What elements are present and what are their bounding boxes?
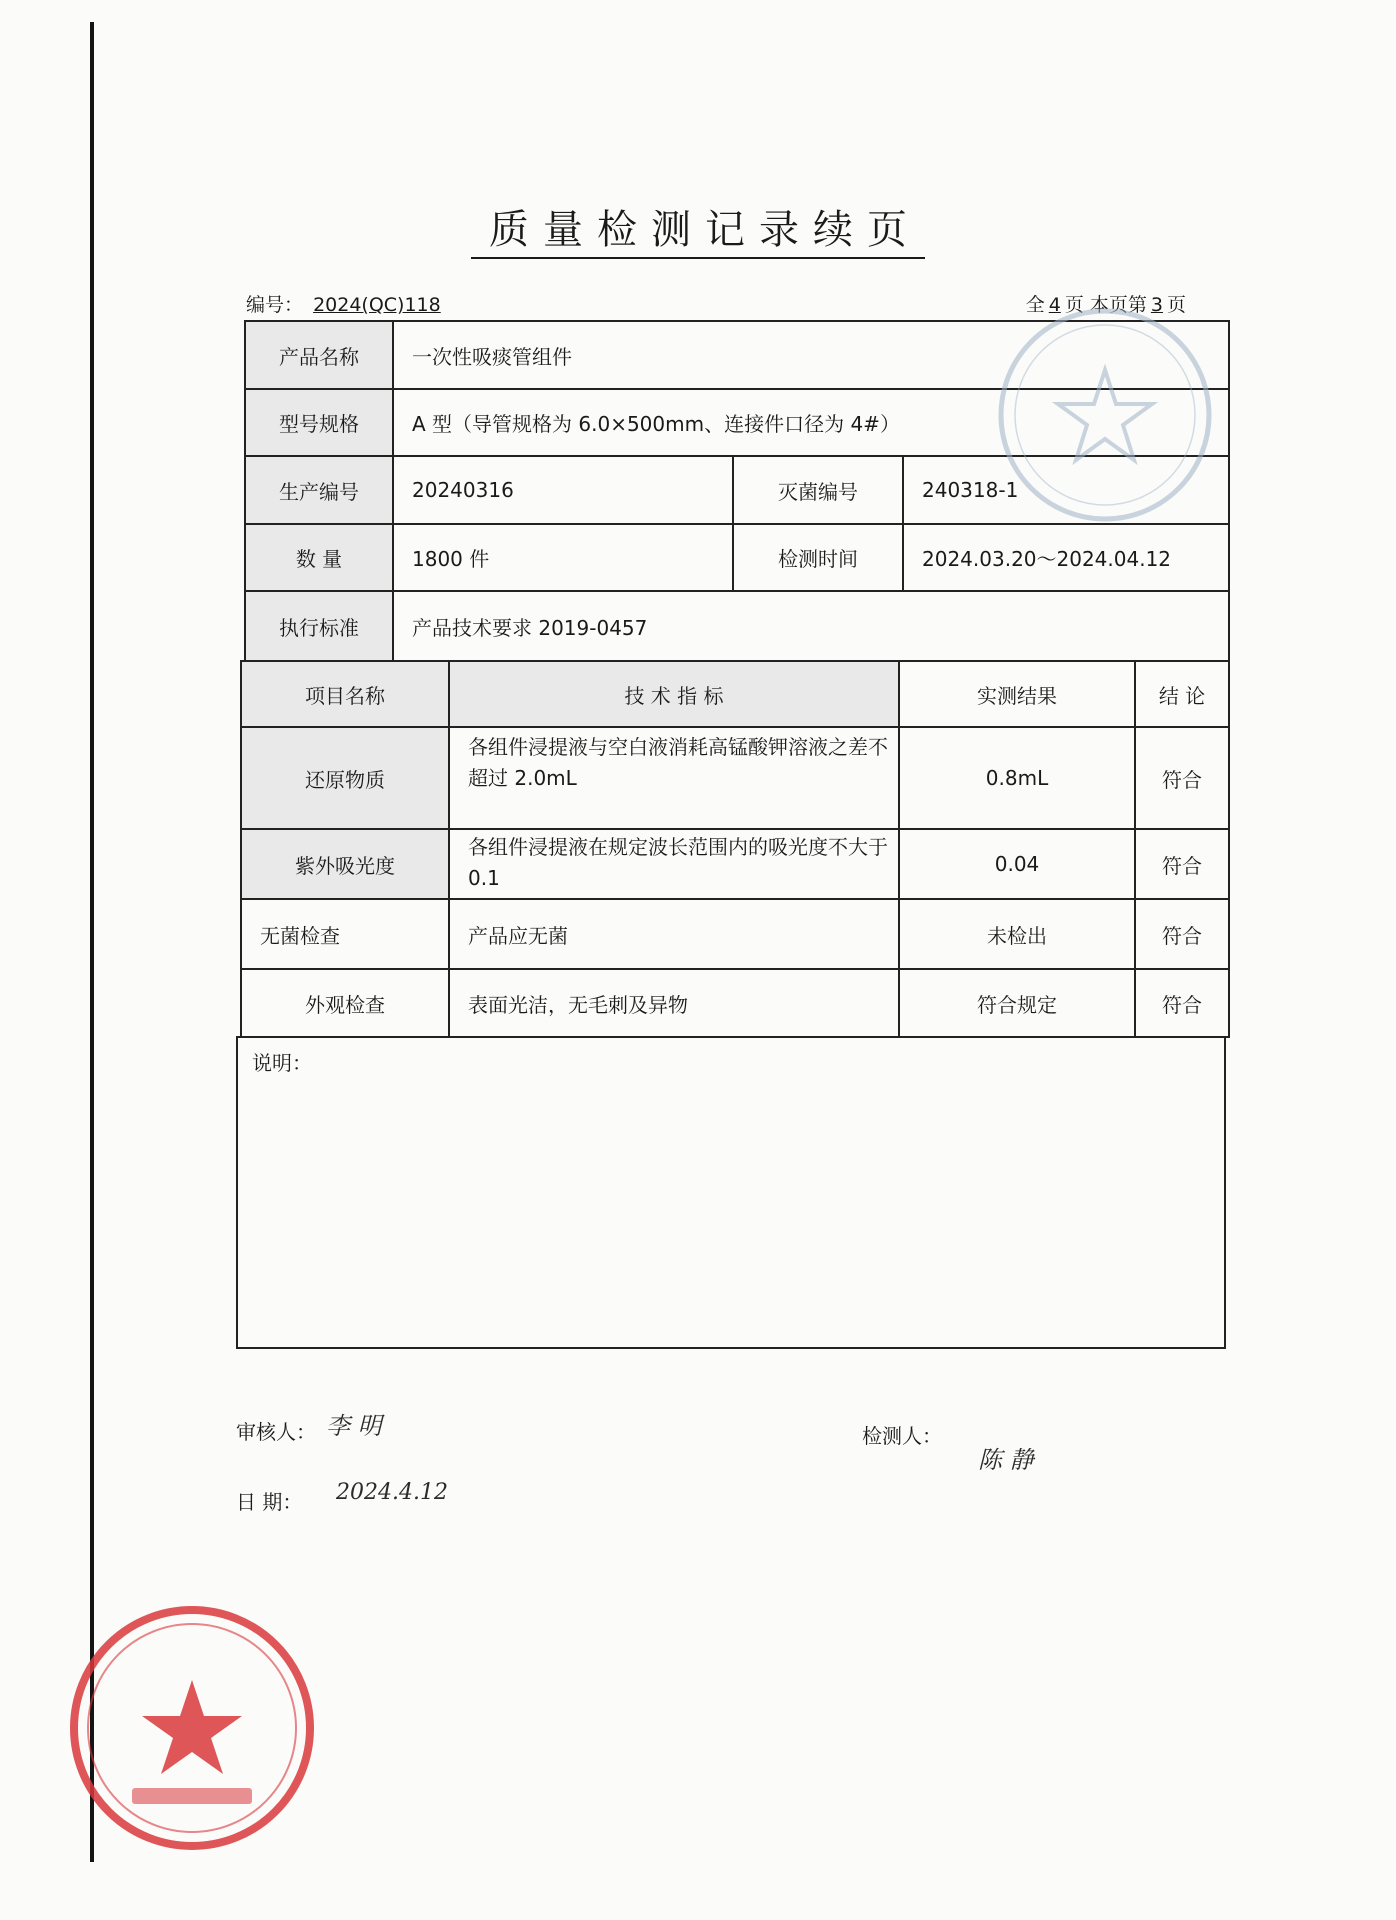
- row-item: 还原物质: [242, 728, 448, 828]
- reviewer-signature: 李 明: [326, 1412, 382, 1440]
- row-result: 符合规定: [977, 992, 1057, 1017]
- pages-suffix: 页: [1166, 294, 1186, 316]
- row-item: 外观检查: [305, 992, 385, 1017]
- inspector-label: 检测人：: [862, 1424, 942, 1448]
- row-requirement: 产品应无菌: [468, 923, 568, 948]
- spec-label: 型号规格: [246, 390, 392, 455]
- sterilization-label: 灭菌编号: [778, 479, 858, 504]
- spec-value: A 型（导管规格为 6.0×500mm、连接件口径为 4#）: [412, 412, 900, 436]
- report-number-value: 2024(QC)118: [313, 294, 441, 316]
- header-requirement: 技 术 指 标: [450, 662, 898, 726]
- quantity-value: 1800 件: [412, 547, 490, 571]
- row-requirement: 各组件浸提液与空白液消耗高锰酸钾溶液之差不超过 2.0mL: [468, 735, 888, 790]
- report-title: [0, 198, 1396, 259]
- date-label: 日 期：: [236, 1490, 303, 1514]
- page-current: 3: [1150, 294, 1163, 316]
- pages-mid: 页 本页第: [1064, 294, 1147, 316]
- row-verdict: 符合: [1162, 853, 1202, 878]
- product-name-value: 一次性吸痰管组件: [412, 344, 572, 369]
- inspection-date-label: 检测时间: [778, 547, 858, 571]
- remarks-label: 说明：: [252, 1050, 312, 1075]
- row-requirement: 各组件浸提液在规定波长范围内的吸光度不大于 0.1: [468, 835, 888, 890]
- header-verdict: 结 论: [1158, 683, 1206, 708]
- pages-prefix: 全: [1025, 294, 1045, 316]
- sterilization-value: 240318-1: [922, 478, 1019, 502]
- row-requirement: 表面光洁，无毛刺及异物: [468, 992, 688, 1017]
- lot-value: 20240316: [412, 478, 514, 502]
- row-item: 无菌检查: [260, 923, 340, 948]
- lot-label: 生产编号: [246, 457, 392, 523]
- row-verdict: 符合: [1162, 923, 1202, 948]
- report-number-label: 编号：: [246, 294, 304, 316]
- row-result: 0.04: [994, 852, 1040, 876]
- inspection-date-value: 2024.03.20～2024.04.12: [922, 547, 1172, 571]
- pages-total: 4: [1048, 294, 1061, 316]
- quantity-label: 数 量: [246, 525, 392, 590]
- date-handwritten: 2024.4.12: [336, 1480, 448, 1505]
- report-number: [246, 290, 445, 317]
- header-result: 实测结果: [977, 683, 1057, 708]
- row-verdict: 符合: [1162, 992, 1202, 1017]
- inspector-signature: 陈 静: [978, 1446, 1034, 1474]
- quality-seal-stamp: [62, 1598, 322, 1858]
- header-item: 项目名称: [242, 662, 448, 726]
- basis-label: 执行标准: [246, 592, 392, 660]
- binding-margin-line: [90, 22, 94, 1862]
- row-item: 紫外吸光度: [242, 830, 448, 898]
- row-result: 未检出: [987, 923, 1047, 948]
- corner-stamp: [990, 300, 1220, 530]
- basis-value: 产品技术要求 2019-0457: [412, 615, 648, 640]
- results-table: [240, 660, 1230, 1038]
- row-verdict: 符合: [1162, 767, 1202, 792]
- report-title-text: 质量检测记录续页: [471, 198, 925, 259]
- remarks-box: [236, 1036, 1226, 1349]
- row-result: 0.8mL: [985, 766, 1049, 790]
- reviewer-label: 审核人：: [236, 1420, 316, 1444]
- product-name-label: 产品名称: [246, 322, 392, 388]
